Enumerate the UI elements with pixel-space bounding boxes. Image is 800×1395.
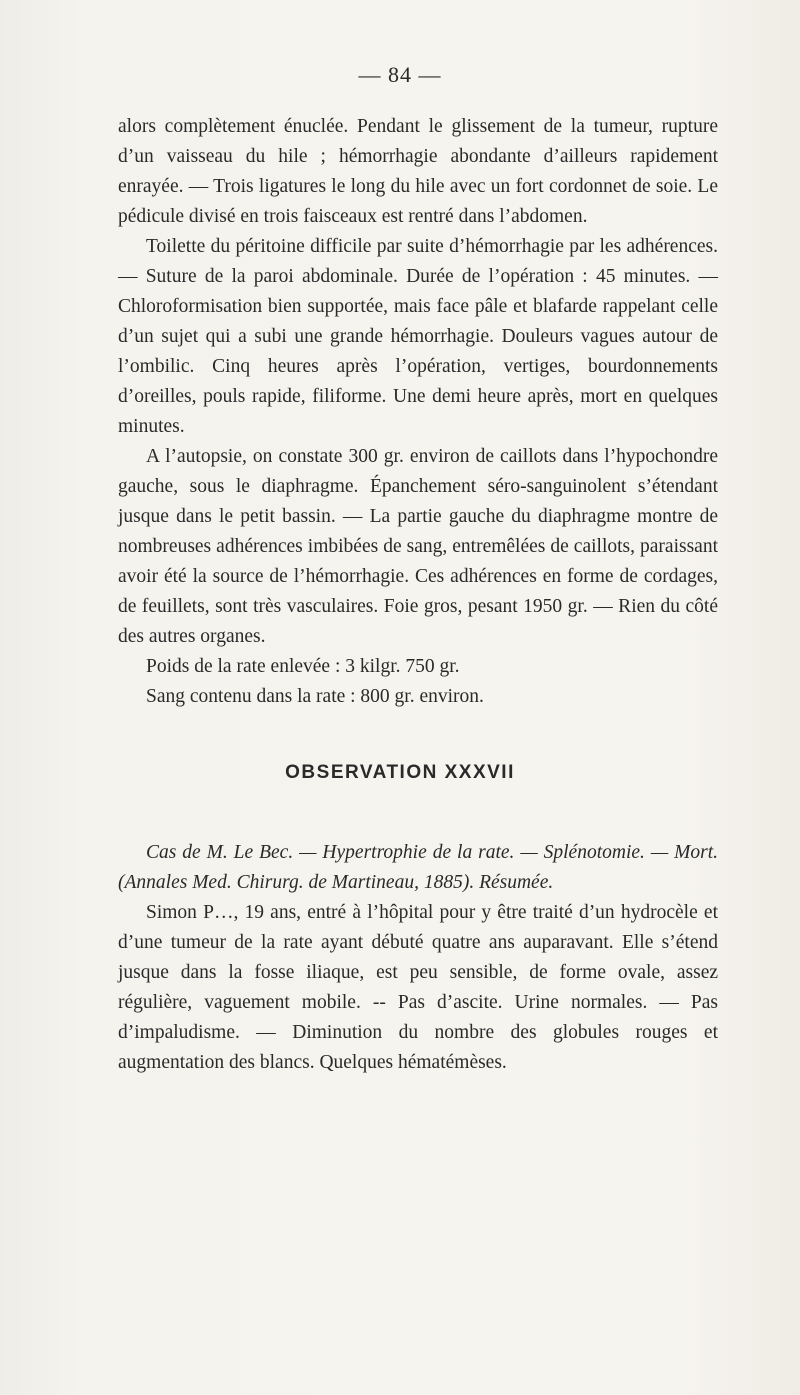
case-title: Cas de M. Le Bec. — Hypertrophie de la rate. — Splénotomie. — Mort. (Annales Med. Chirurg. de Martineau, 1885). Résumée.: [118, 842, 718, 893]
case-body: Simon P…, 19 ans, entré à l’hôpital pour y être traité d’un hydrocèle et d’une tumeur de la rate ayant débuté quatre ans auparavant. Elle s’étend jusque dans la fosse iliaque, est peu sensible, de forme ovale, assez régulière, vaguement mobile. -- Pas d’ascite. Urine normales. — Pas d’impaludisme. — Diminution du nombre des globules rouges et augmentation des blancs. Quelques hématémèses.: [118, 902, 718, 1073]
observation-text-block: [118, 838, 718, 1078]
paragraph-sang-rate: Sang contenu dans la rate : 800 gr. environ.: [146, 686, 484, 707]
paragraph-autopsie: A l’autopsie, on constate 300 gr. environ de caillots dans l’hypochondre gauche, sous le diaphragme. Épanchement séro-sanguinolent s’étendant jusque dans le petit bassin. — La partie gauche du diaphragme montre de nombreuses adhérences imbibées de sang, entremêlées de caillots, paraissant avoir été la source de l’hémorrhagie. Ces adhérences en forme de cordages, de feuillets, sont très vasculaires. Foie gros, pesant 1950 gr. — Rien du côté des autres organes.: [118, 446, 718, 647]
observation-heading: OBSERVATION XXXVII: [285, 762, 515, 783]
paragraph-continuation: alors complètement énuclée. Pendant le glissement de la tumeur, rupture d’un vaisseau du hile ; hémorrhagie abondante d’ailleurs rapidement enrayée. — Trois ligatures le long du hile avec un fort cordonnet de soie. Le pédicule divisé en trois faisceaux est rentré dans l’abdomen.: [118, 116, 718, 227]
page-number: — 84 —: [358, 62, 442, 87]
paragraph-toilette: Toilette du péritoine difficile par suite d’hémorrhagie par les adhérences. — Suture de la paroi abdominale. Durée de l’opération : 45 minutes. — Chloroformisation bien supportée, mais face pâle et blafarde rappelant celle d’un sujet qui a subi une grande hémorrhagie. Douleurs vagues autour de l’ombilic. Cinq heures après l’opération, vertiges, bourdonnements d’oreilles, pouls rapide, filiforme. Une demi heure après, mort en quelques minutes.: [118, 236, 718, 437]
main-text-block: [118, 112, 718, 712]
paragraph-poids-rate: Poids de la rate enlevée : 3 kilgr. 750 gr.: [146, 656, 460, 677]
